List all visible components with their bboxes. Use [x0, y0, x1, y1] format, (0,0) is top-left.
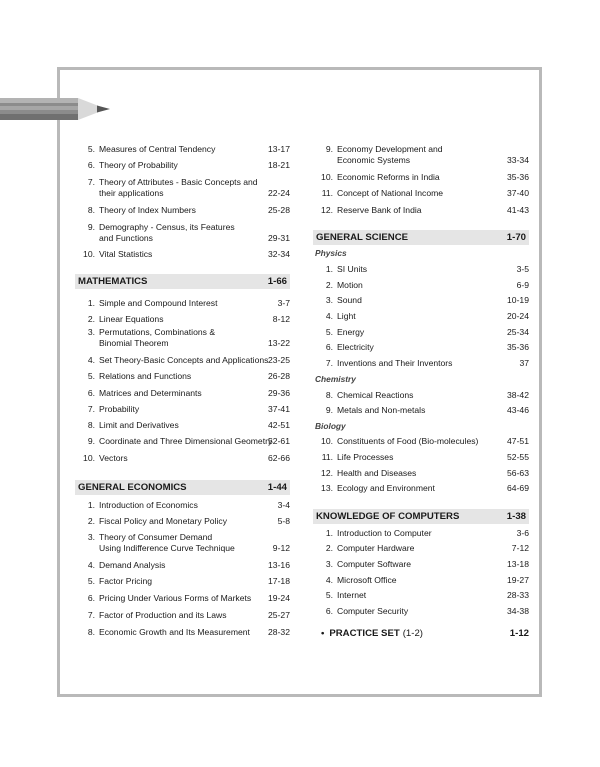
entry-pages: 37-40: [507, 188, 529, 198]
entry-title-line: Economic Systems: [337, 155, 411, 165]
entry-pages: 19-27: [507, 575, 529, 585]
entry-title: [99, 249, 256, 260]
entry-title: [337, 188, 495, 199]
entry-title: [99, 314, 256, 325]
entry-title: [337, 205, 495, 216]
entry-title-line: Concept of National Income: [337, 188, 444, 198]
entry-number: 5.: [325, 327, 333, 337]
entry-number: 6.: [325, 342, 333, 352]
entry-number: 2.: [87, 314, 95, 324]
entry-pages: 13-17: [268, 144, 290, 154]
entry-title: [337, 358, 495, 369]
entry-pages: 52-55: [507, 452, 529, 462]
section-header-mathematics: [75, 274, 290, 289]
entry-title-line: Pricing Under Various Forms of Markets: [99, 593, 252, 603]
subsection-label: Biology: [315, 421, 346, 431]
entry-title: [99, 205, 256, 216]
entry-pages: 35-36: [507, 172, 529, 182]
entry-number: 8.: [325, 390, 333, 400]
entry-title: [99, 627, 256, 638]
entry-title: [337, 452, 495, 463]
entry-title-line: Health and Diseases: [337, 468, 417, 478]
entry-title: [337, 436, 495, 447]
entry-pages: 32-34: [268, 249, 290, 259]
entry-number: 10.: [321, 172, 333, 182]
entry-number: 7.: [87, 177, 95, 187]
entry-title: [99, 610, 256, 621]
entry-title-line: Life Processes: [337, 452, 394, 462]
entry-title-line: Demand Analysis: [99, 560, 166, 570]
entry-title-line: Reserve Bank of India: [337, 205, 422, 215]
entry-title: [337, 390, 495, 401]
entry-number: 5.: [87, 576, 95, 586]
entry-title: [337, 327, 495, 338]
entry-pages: 5-8: [277, 516, 290, 526]
entry-pages: 29-36: [268, 388, 290, 398]
entry-title-line: Linear Equations: [99, 314, 164, 324]
entry-number: 2.: [325, 280, 333, 290]
entry-pages: 7-12: [511, 543, 529, 553]
entry-number: 2.: [325, 543, 333, 553]
entry-pages: 25-28: [268, 205, 290, 215]
entry-pages: 34-38: [507, 606, 529, 616]
entry-title-line: Economic Reforms in India: [337, 172, 440, 182]
entry-title-line: Computer Software: [337, 559, 412, 569]
entry-number: 5.: [87, 144, 95, 154]
entry-title-line: Light: [337, 311, 356, 321]
entry-pages: 18-21: [268, 160, 290, 170]
entry-title-line: Theory of Probability: [99, 160, 178, 170]
entry-pages: 33-34: [507, 155, 529, 165]
entry-title: [337, 172, 495, 183]
entry-title-line: Internet: [337, 590, 367, 600]
entry-pages: 42-51: [268, 420, 290, 430]
entry-title: [337, 311, 495, 322]
entry-number: 4.: [87, 355, 95, 365]
practice-set-pages: 1-12: [509, 628, 529, 639]
entry-number: 1.: [87, 298, 95, 308]
entry-title: [337, 559, 495, 570]
entry-title-line: Ecology and Environment: [337, 483, 435, 493]
entry-title-line: SI Units: [337, 264, 368, 274]
entry-number: 7.: [87, 610, 95, 620]
entry-title-line: Theory of Attributes - Basic Concepts and: [99, 177, 258, 187]
entry-title-line: Economic Growth and Its Measurement: [99, 627, 250, 637]
entry-title: [99, 388, 256, 399]
entry-number: 4.: [87, 560, 95, 570]
entry-number: 9.: [325, 144, 333, 154]
entry-title: [99, 576, 256, 587]
entry-number: 9.: [325, 405, 333, 415]
section-title: MATHEMATICS: [78, 276, 148, 287]
entry-title: [337, 528, 495, 539]
entry-pages: 3-7: [277, 298, 290, 308]
entry-pages: 3-4: [277, 500, 290, 510]
practice-set-entry[interactable]: [321, 628, 529, 640]
entry-pages: 20-24: [507, 311, 529, 321]
entry-number: 3.: [87, 327, 95, 337]
entry-number: 10.: [83, 453, 95, 463]
practice-set-label: PRACTICE SET: [329, 628, 400, 639]
section-header-knowledge-of-computers: [313, 509, 529, 524]
entry-pages: 41-43: [507, 205, 529, 215]
entry-title: [337, 342, 495, 353]
entry-number: 8.: [87, 420, 95, 430]
entry-pages: 10-19: [507, 295, 529, 305]
entry-number: 6.: [325, 606, 333, 616]
entry-title: [99, 516, 256, 527]
entry-pages: 13-22: [268, 338, 290, 348]
entry-number: 3.: [325, 559, 333, 569]
entry-number: 7.: [325, 358, 333, 368]
entry-number: 3.: [87, 532, 95, 542]
entry-number: 1.: [325, 528, 333, 538]
entry-number: 9.: [87, 436, 95, 446]
entry-pages: 3-5: [516, 264, 529, 274]
entry-title-line: Limit and Derivatives: [99, 420, 179, 430]
entry-title: [99, 420, 256, 431]
entry-title-line: Chemical Reactions: [337, 390, 414, 400]
entry-number: 10.: [83, 249, 95, 259]
entry-title: [337, 144, 495, 166]
entry-pages: 37-41: [268, 404, 290, 414]
entry-title-line: Factor of Production and its Laws: [99, 610, 227, 620]
section-pages: 1-70: [506, 232, 526, 243]
entry-title: [99, 222, 256, 244]
entry-number: 5.: [325, 590, 333, 600]
entry-number: 4.: [325, 311, 333, 321]
entry-pages: 38-42: [507, 390, 529, 400]
entry-title-line: Fiscal Policy and Monetary Policy: [99, 516, 227, 526]
entry-pages: 19-24: [268, 593, 290, 603]
entry-number: 8.: [87, 627, 95, 637]
entry-pages: 28-33: [507, 590, 529, 600]
section-header-general-economics: [75, 480, 290, 495]
entry-title-line: Theory of Consumer Demand: [99, 532, 213, 542]
practice-set-range: (1-2): [402, 628, 423, 639]
entry-title-line: Microsoft Office: [337, 575, 397, 585]
entry-number: 5.: [87, 371, 95, 381]
entry-number: 2.: [87, 516, 95, 526]
entry-number: 6.: [87, 160, 95, 170]
entry-number: 1.: [87, 500, 95, 510]
entry-title: [337, 295, 495, 306]
entry-pages: 22-24: [268, 188, 290, 198]
entry-title: [99, 532, 256, 554]
section-title: KNOWLEDGE OF COMPUTERS: [316, 511, 460, 522]
entry-title-line: Introduction to Computer: [337, 528, 432, 538]
entry-title-line: Coordinate and Three Dimensional Geometry: [99, 436, 273, 446]
entry-title: [337, 405, 495, 416]
section-title: GENERAL SCIENCE: [316, 232, 409, 243]
entry-title-line: Energy: [337, 327, 365, 337]
entry-number: 8.: [87, 205, 95, 215]
entry-number: 1.: [325, 264, 333, 274]
entry-pages: 25-27: [268, 610, 290, 620]
entry-title-line: Using Indifference Curve Technique: [99, 543, 235, 553]
entry-number: 12.: [321, 205, 333, 215]
entry-pages: 47-51: [507, 436, 529, 446]
entry-title: [337, 468, 495, 479]
entry-pages: 23-25: [268, 355, 290, 365]
subsection-label: Physics: [315, 248, 347, 258]
entry-title-line: Theory of Index Numbers: [99, 205, 196, 215]
entry-title: [99, 355, 269, 366]
entry-title-line: their applications: [99, 188, 164, 198]
entry-title-line: Simple and Compound Interest: [99, 298, 218, 308]
entry-title-line: Electricity: [337, 342, 374, 352]
entry-title-line: Binomial Theorem: [99, 338, 169, 348]
entry-pages: 29-31: [268, 233, 290, 243]
entry-pages: 64-69: [507, 483, 529, 493]
entry-pages: 13-16: [268, 560, 290, 570]
entry-title: [337, 264, 495, 275]
entry-number: 3.: [325, 295, 333, 305]
entry-title-line: Vectors: [99, 453, 128, 463]
entry-title-line: Probability: [99, 404, 140, 414]
entry-title: [99, 298, 256, 309]
entry-title-line: Computer Hardware: [337, 543, 415, 553]
section-pages: 1-66: [267, 276, 287, 287]
entry-title: [99, 327, 256, 349]
entry-number: 9.: [87, 222, 95, 232]
entry-number: 11.: [321, 188, 333, 198]
entry-title: [99, 593, 256, 604]
entry-title-line: Factor Pricing: [99, 576, 153, 586]
entry-title: [99, 453, 256, 464]
entry-pages: 8-12: [272, 314, 290, 324]
entry-pages: 25-34: [507, 327, 529, 337]
entry-number: 6.: [87, 388, 95, 398]
entry-title: [337, 575, 495, 586]
entry-title: [99, 160, 256, 171]
entry-title: [99, 560, 256, 571]
entry-title: [337, 280, 495, 291]
entry-number: 4.: [325, 575, 333, 585]
pencil-icon: [0, 96, 112, 122]
entry-title: [99, 436, 273, 447]
entry-pages: 17-18: [268, 576, 290, 586]
entry-pages: 3-6: [516, 528, 529, 538]
entry-number: 12.: [321, 468, 333, 478]
section-header-general-science: [313, 230, 529, 245]
bullet-icon: •: [321, 628, 325, 639]
subsection-label: Chemistry: [315, 374, 356, 384]
entry-title-line: Introduction of Economics: [99, 500, 198, 510]
entry-pages: 37: [519, 358, 529, 368]
entry-title: [337, 606, 495, 617]
entry-title: [99, 177, 256, 199]
section-pages: 1-38: [506, 511, 526, 522]
entry-title: [99, 404, 256, 415]
entry-pages: 6-9: [516, 280, 529, 290]
entry-number: 6.: [87, 593, 95, 603]
entry-title-line: Sound: [337, 295, 362, 305]
entry-title-line: Set Theory-Basic Concepts and Applications: [99, 355, 269, 365]
entry-title-line: Matrices and Determinants: [99, 388, 202, 398]
entry-title-line: Motion: [337, 280, 363, 290]
entry-title-line: Constituents of Food (Bio-molecules): [337, 436, 479, 446]
section-pages: 1-44: [267, 482, 287, 493]
entry-pages: 28-32: [268, 627, 290, 637]
entry-title: [99, 144, 256, 155]
entry-title: [337, 483, 495, 494]
entry-pages: 26-28: [268, 371, 290, 381]
entry-title-line: Metals and Non-metals: [337, 405, 426, 415]
entry-title: [99, 371, 256, 382]
entry-pages: 52-61: [268, 436, 290, 446]
entry-title-line: and Functions: [99, 233, 153, 243]
entry-pages: 56-63: [507, 468, 529, 478]
entry-title-line: Measures of Central Tendency: [99, 144, 216, 154]
entry-title-line: Vital Statistics: [99, 249, 153, 259]
entry-title-line: Economy Development and: [337, 144, 443, 154]
entry-title: [337, 543, 495, 554]
entry-title-line: Demography - Census, its Features: [99, 222, 235, 232]
entry-pages: 62-66: [268, 453, 290, 463]
entry-number: 7.: [87, 404, 95, 414]
entry-title-line: Relations and Functions: [99, 371, 192, 381]
entry-title: [99, 500, 256, 511]
entry-title-line: Computer Security: [337, 606, 409, 616]
entry-pages: 13-18: [507, 559, 529, 569]
section-title: GENERAL ECONOMICS: [78, 482, 187, 493]
entry-title-line: Inventions and Their Inventors: [337, 358, 453, 368]
entry-number: 10.: [321, 436, 333, 446]
entry-title: [337, 590, 495, 601]
entry-pages: 35-36: [507, 342, 529, 352]
entry-pages: 43-46: [507, 405, 529, 415]
entry-number: 11.: [321, 452, 333, 462]
entry-pages: 9-12: [272, 543, 290, 553]
entry-title-line: Permutations, Combinations &: [99, 327, 216, 337]
entry-number: 13.: [321, 483, 333, 493]
